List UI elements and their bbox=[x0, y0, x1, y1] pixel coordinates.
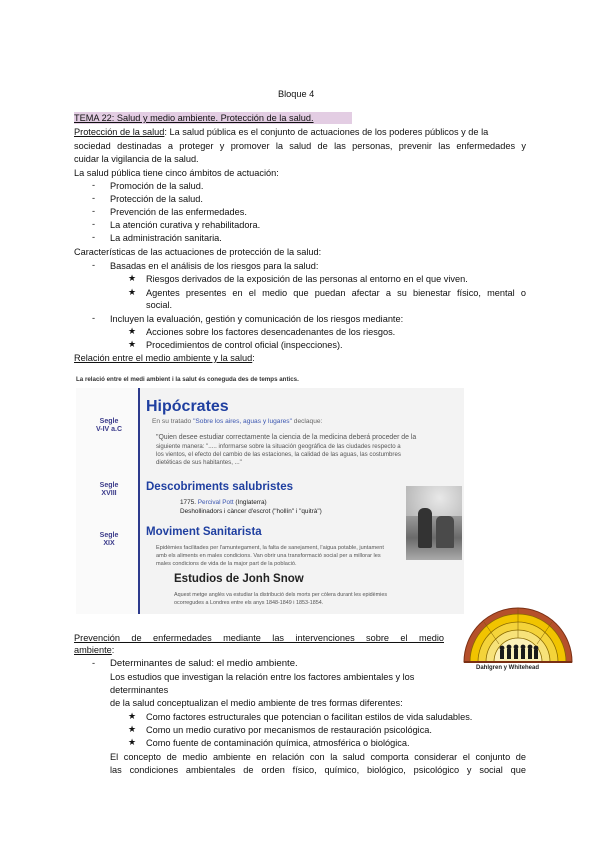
star-bullet-icon: ★ bbox=[128, 287, 137, 297]
dahlgren-whitehead-diagram bbox=[462, 592, 574, 676]
char1-sub2b: social. bbox=[146, 300, 173, 310]
protection-text1: : La salud pública es el conjunto de actuaciones de los poderes públicos y de la bbox=[164, 127, 489, 137]
snow-text: ocorregudes a Londres entre els anys 1848-1849 i 1853-1854. bbox=[174, 600, 324, 606]
protection-line3: cuidar la vigilancia de la salud. bbox=[74, 154, 199, 164]
characteristics-intro: Características de las actuaciones de protección de la salud: bbox=[74, 247, 322, 257]
pott-text: Deshollinadors i càncer d'escrot ("hollín" i "quitrà") bbox=[180, 508, 322, 515]
photo-figure bbox=[436, 516, 454, 548]
area-item: La administración sanitaria. bbox=[110, 233, 222, 243]
relation-heading-text: Relación entre el medio ambiente y la salud bbox=[74, 353, 253, 363]
area-item: Promoción de la salud. bbox=[110, 181, 204, 191]
char1-text: Basadas en el análisis de los riesgos para la salud: bbox=[110, 261, 319, 271]
prevention-heading-a: Prevención de enfermedades mediante las intervenciones sobre el medio bbox=[74, 633, 444, 643]
relation-heading-colon: : bbox=[252, 353, 255, 363]
relation-heading bbox=[74, 352, 255, 364]
area-item: La atención curativa y rehabilitadora. bbox=[110, 220, 261, 230]
determinants-line1: Los estudios que investigan la relación entre los factores ambientales y los bbox=[110, 672, 415, 682]
areas-intro: La salud pública tiene cinco ámbitos de actuación: bbox=[74, 168, 279, 178]
char2-sub1: Acciones sobre los factores desencadenantes de los riesgos. bbox=[146, 327, 396, 337]
dash-bullet: - bbox=[92, 219, 96, 229]
star-bullet-icon: ★ bbox=[128, 273, 137, 283]
figure-body bbox=[76, 388, 464, 614]
sanitarista-text: amb els aliments en males condicions. Van obrir una transformació social per a millorar les bbox=[156, 553, 381, 559]
topic-title: TEMA 22: Salud y medio ambiente. Protección de la salud. bbox=[74, 113, 314, 123]
hipocrates-sub-b: "Sobre los aires, aguas y lugares" bbox=[193, 418, 292, 425]
block-label: Bloque 4 bbox=[278, 89, 315, 99]
concept-line2: las condiciones ambientales de orden físico, químico, biológico, psicológico y social que bbox=[110, 765, 526, 775]
hipocrates-sub-c: declaque: bbox=[291, 418, 323, 425]
snow-heading: Estudios de Jonh Snow bbox=[174, 573, 304, 585]
dash-bullet: - bbox=[92, 658, 96, 668]
form-item: Como fuente de contaminación química, atmosférica o biológica. bbox=[146, 738, 410, 748]
star-bullet-icon: ★ bbox=[128, 737, 137, 747]
char2-sub2: Procedimientos de control oficial (inspecciones). bbox=[146, 340, 343, 350]
star-bullet-icon: ★ bbox=[128, 326, 137, 336]
star-bullet-icon: ★ bbox=[128, 724, 137, 734]
sanitarista-text: males condicions de vida de la major part de la població. bbox=[156, 561, 297, 567]
hipocrates-heading: Hipócrates bbox=[146, 398, 229, 415]
siglo-label: Segle V-IV a.C bbox=[95, 418, 123, 433]
photo-sky bbox=[406, 486, 462, 516]
dash-bullet: - bbox=[92, 180, 96, 190]
siglo-label: Segle XIX bbox=[99, 532, 119, 547]
photo-figure bbox=[418, 508, 432, 548]
hipocrates-quote: "Quien desee estudiar correctamente la ciencia de la medicina deberá proceder de la bbox=[156, 434, 417, 441]
hipocrates-quote: siguiente manera: "..... informarse sobre la situación geográfica de las ciudades respecto a bbox=[156, 443, 401, 450]
hipocrates-quote: los vientos, el efecto del cambio de las estaciones, la calidad de las aguas, las costumbres bbox=[156, 451, 401, 458]
pott-line bbox=[180, 499, 267, 507]
chimney-sweep-photo bbox=[406, 486, 462, 560]
descobriments-heading: Descobriments salubristes bbox=[146, 481, 294, 493]
pott-year: 1775. bbox=[180, 499, 198, 506]
figure-caption: La relació entre el medi ambient i la salut és coneguda des de temps antics. bbox=[76, 376, 299, 383]
concept-line1: El concepto de medio ambiente en relación con la salud comporta considerar el conjunto de bbox=[110, 752, 526, 762]
snow-text: Aquest metge anglès va estudiar la distribució dels morts per còlera durant les epidèmies bbox=[174, 592, 388, 598]
history-figure bbox=[76, 376, 466, 616]
sanitarista-text: Epidèmies facilitades per l'amuntegament, la falta de sanejament, l'aigua potable, juntament bbox=[156, 545, 384, 551]
pott-name: Percival Pott bbox=[197, 499, 234, 506]
dash-bullet: - bbox=[92, 232, 96, 242]
prevention-heading-colon: : bbox=[111, 645, 115, 655]
form-item: Como un medio curativo por mecanismos de restauración psicológica. bbox=[146, 725, 432, 735]
hipocrates-sub bbox=[152, 418, 322, 426]
wheel-caption: Dahlgren y Whitehead bbox=[476, 665, 540, 671]
dash-bullet: - bbox=[92, 193, 96, 203]
area-item: Prevención de las enfermedades. bbox=[110, 207, 247, 217]
char2-text: Incluyen la evaluación, gestión y comunicación de los riesgos mediante: bbox=[110, 314, 404, 324]
star-bullet-icon: ★ bbox=[128, 339, 137, 349]
determinants-line2: determinantes bbox=[110, 685, 169, 695]
hipocrates-sub-a: En su tratado bbox=[152, 418, 194, 425]
dash-bullet: - bbox=[92, 313, 96, 323]
sanitarista-heading: Moviment Sanitarista bbox=[146, 526, 262, 538]
form-item: Como factores estructurales que potencian o facilitan estilos de vida saludables. bbox=[146, 712, 473, 722]
pott-country: (Inglaterra) bbox=[233, 499, 267, 506]
protection-line2: sociedad destinadas a proteger y promover la salud de las personas, prevenir las enfermedades y bbox=[74, 141, 526, 151]
dash-bullet: - bbox=[92, 206, 96, 216]
siglo-label: Segle XVIII bbox=[99, 482, 119, 497]
prevention-heading-b-line bbox=[74, 644, 114, 656]
figure-timeline bbox=[76, 388, 140, 614]
prevention-heading-b: ambiente bbox=[74, 645, 112, 655]
char1-sub2a: Agentes presentes en el medio que puedan afectar a su bienestar físico, mental o bbox=[146, 288, 526, 298]
char1-sub1: Riesgos derivados de la exposición de las personas al entorno en el que viven. bbox=[146, 274, 468, 284]
determinants-line3: de la salud conceptualizan el medio ambiente de tres formas diferentes: bbox=[110, 698, 403, 708]
hipocrates-quote: dietéticas de sus habitantes, ..." bbox=[156, 459, 242, 466]
area-item: Protección de la salud. bbox=[110, 194, 203, 204]
rainbow-diagram-icon bbox=[462, 592, 574, 676]
protection-line1 bbox=[74, 126, 526, 138]
star-bullet-icon: ★ bbox=[128, 711, 137, 721]
determinants-title: Determinantes de salud: el medio ambiente. bbox=[110, 658, 298, 669]
dash-bullet: - bbox=[92, 260, 96, 270]
protection-label: Protección de la salud bbox=[74, 127, 165, 137]
